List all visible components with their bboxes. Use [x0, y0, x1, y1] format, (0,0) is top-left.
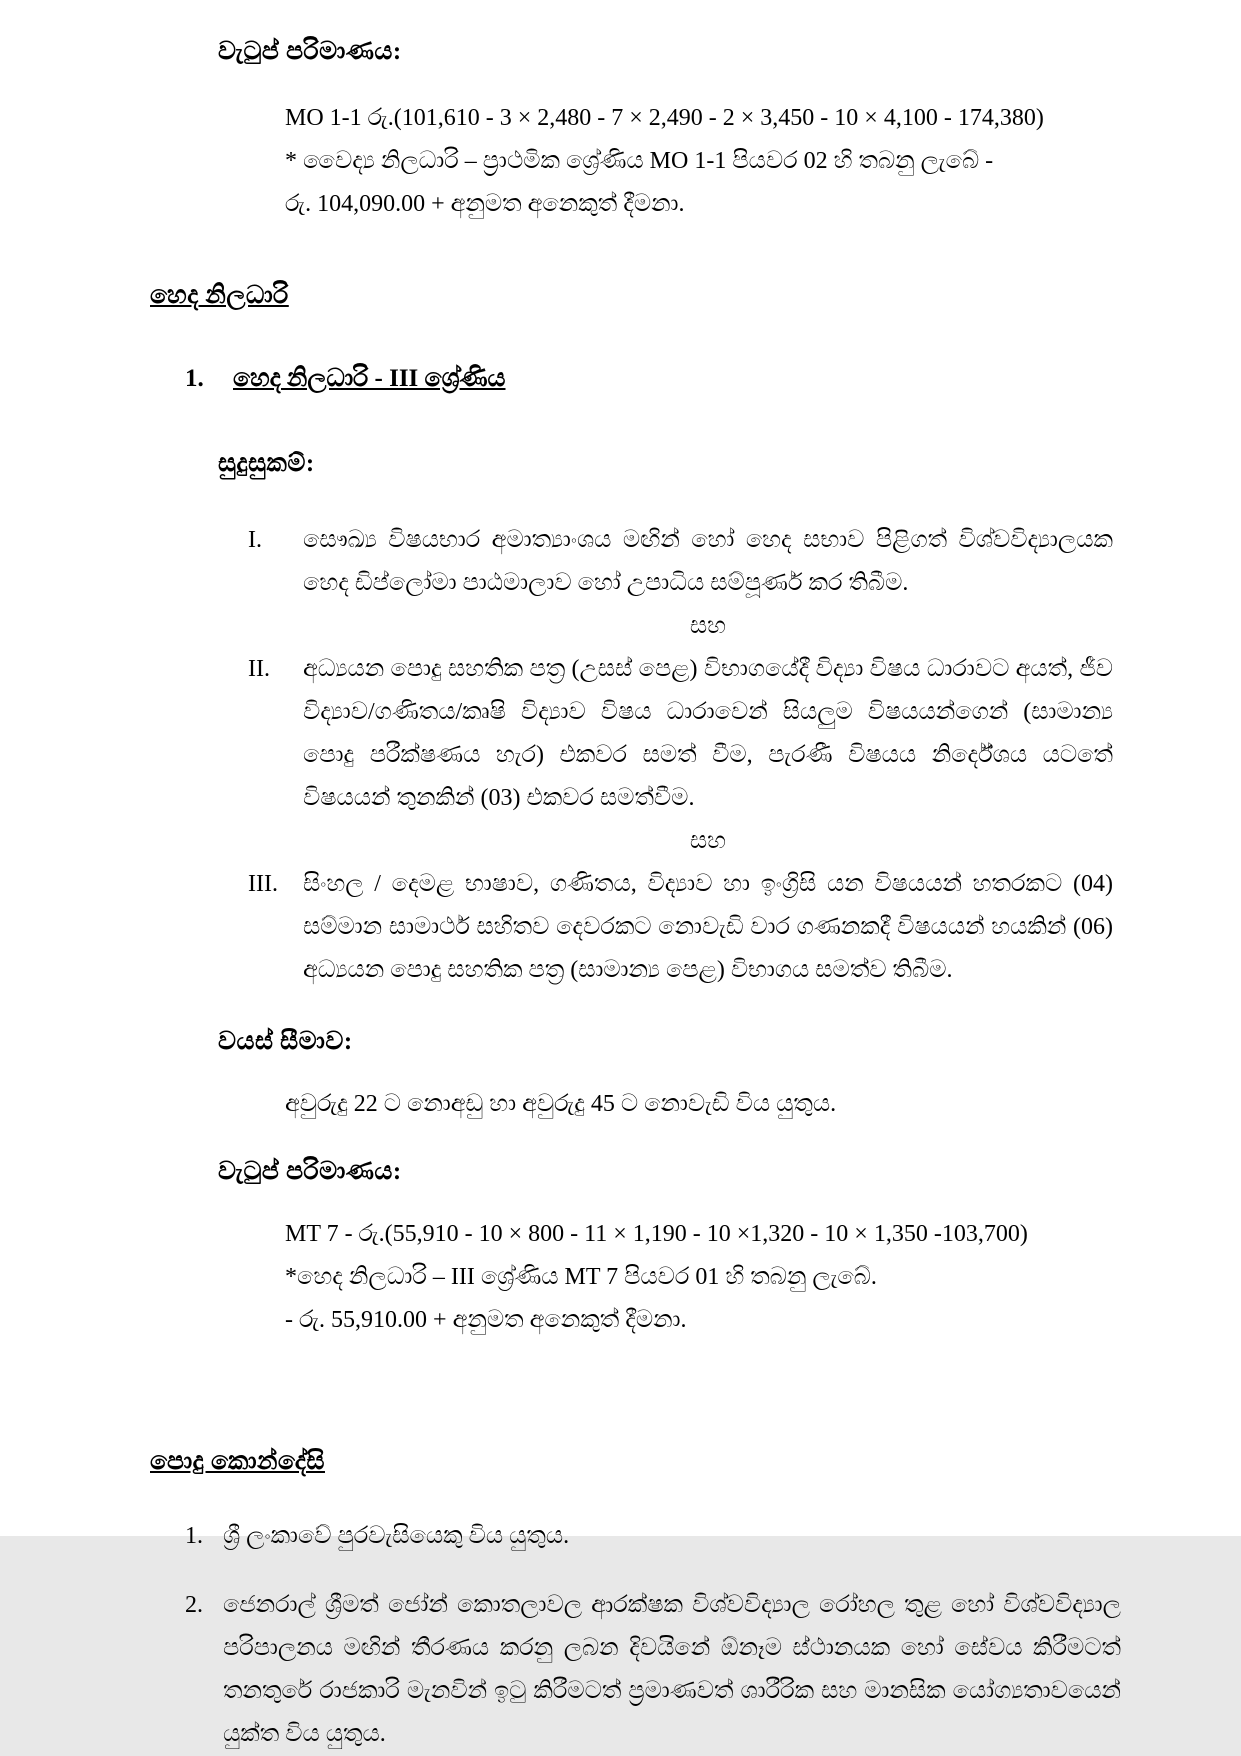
- nursing-grade3-subheading-row: [185, 357, 1241, 400]
- general-condition-item-1: [185, 1515, 1121, 1558]
- qualification-item-3-text: සිංහල / දෙමළ භාෂාව, ගණිතය, විද්‍යාව හා ඉංග්‍රිසි යන විෂයයන් හතරකට (04) සම්මාන සාමාර්ථ සහිතව දෙවරකට නොවැඩි වාර ගණනකදී විෂයයන් හයකින් (06) අධ්‍යයන පොදු සහතික පත්‍ර (සාමාන්‍ය පෙළ) විභාගය සමත්ව තිබීම.: [303, 871, 1113, 983]
- qualifications-heading: සුදුසුකම්:: [218, 450, 315, 477]
- nursing-grade3-subheading: හෙද නිලධාරි - III ශ්‍රේණිය: [233, 365, 506, 392]
- and-connector-2: සහ: [689, 828, 727, 854]
- nursing-salary-scale-block: [285, 1213, 1113, 1342]
- qualification-item-2-numeral: II.: [248, 656, 270, 682]
- mo-salary-scale-block: [285, 97, 1113, 226]
- qualification-item-1-numeral: I.: [248, 527, 262, 553]
- mo-salary-scale-formula: MO 1-1 රු.(101,610 - 3 × 2,480 - 7 × 2,490 - 2 × 3,450 - 10 × 4,100 - 174,380): [285, 105, 1044, 131]
- mo-salary-note-line2: රු. 104,090.00 + අනුමත අනෙකුත් දීමනා.: [285, 191, 685, 217]
- qualification-item-3: [248, 863, 1113, 992]
- general-condition-item-1-text: ශ්‍රී ලංකාවේ පුරවැසියෙකු විය යුතුය.: [223, 1523, 570, 1549]
- nursing-grade3-number: 1.: [185, 365, 204, 392]
- nursing-salary-note-line1: *හෙද නිලධාරි – III ශ්‍රේණිය MT 7 පියවර 01 හි තබනු ලැබේ.: [285, 1264, 877, 1290]
- nursing-salary-note-line2: - රු. 55,910.00 + අනුමත අනෙකුත් දීමනා.: [285, 1307, 687, 1333]
- general-conditions-heading: පොදු කොන්දේසි: [150, 1448, 325, 1475]
- nursing-salary-scale-formula: MT 7 - රු.(55,910 - 10 × 800 - 11 × 1,190 - 10 ×1,320 - 10 × 1,350 -103,700): [285, 1221, 1028, 1247]
- qualification-item-1-text: සෞඛ්‍ය විෂයභාර අමාත්‍යාංශය මඟින් හෝ හෙද සභාව පිළිගත් විශ්වවිද්‍යාලයක හෙද ඩිප්ලෝමා පාඨමාලාව හෝ උපාධිය සම්පූර්ණ කර තිබීම.: [303, 527, 1113, 596]
- age-limit-heading: වයස් සීමාව:: [218, 1028, 353, 1055]
- mo-salary-note-line1: * වෛද්‍ය නිලධාරි – ප්‍රාථමික ශ්‍රේණිය MO 1-1 පියවර 02 හි තබනු ලැබේ -: [285, 148, 994, 174]
- general-condition-item-1-number: 1.: [185, 1523, 203, 1549]
- age-limit-text: අවුරුදු 22 ට නොඅඩු හා අවුරුදු 45 ට නොවැඩි විය යුතුය.: [285, 1091, 837, 1117]
- general-condition-item-2: [185, 1584, 1121, 1756]
- mo-salary-scale-heading: වැටුප් පරිමාණය:: [218, 38, 402, 65]
- nursing-officer-heading: හෙද නිලධාරි: [150, 282, 289, 309]
- nursing-salary-scale-heading: වැටුප් පරිමාණය:: [218, 1158, 402, 1185]
- qualification-item-3-numeral: III.: [248, 871, 278, 897]
- general-condition-item-2-number: 2.: [185, 1592, 203, 1618]
- qualification-item-1: [248, 519, 1113, 605]
- and-connector-1: සහ: [689, 613, 727, 639]
- qualification-item-2-text: අධ්‍යයන පොදු සහතික පත්‍ර (උසස් පෙළ) විභාගයේදී විද්‍යා විෂය ධාරාවට අයත්, ජීව විද්‍යාව/ගණිතය/කෘෂි විද්‍යාව විෂය ධාරාවෙන් සියලුම විෂයයන්ගෙන් (සාමාන්‍ය පොදු පරීක්ෂණය හැර) එකවර සමත් වීම, පැරණී විෂයය නිර්දේශය යටතේ විෂයයන් තුනකින් (03) එකවර සමත්වීම.: [303, 656, 1113, 811]
- general-condition-item-2-text: ජෙනරාල් ශ්‍රීමත් ජෝන් කොතලාවල ආරක්ෂක විශ්වවිද්‍යාල රෝහල තුළ හෝ විශ්වවිද්‍යාල පරිපාලනය මඟින් තීරණය කරනු ලබන දිවයිනේ ඕනෑම ස්ථානයක හෝ සේවය කිරීමටත් තනතුරේ රාජකාරි මැනවින් ඉටු කිරීමටත් ප්‍රමාණවත් ශාරීරික සහ මානසික යෝග්‍යතාවයෙන් යුක්ත විය යුතුය.: [223, 1592, 1121, 1747]
- qualification-item-2: [248, 648, 1113, 820]
